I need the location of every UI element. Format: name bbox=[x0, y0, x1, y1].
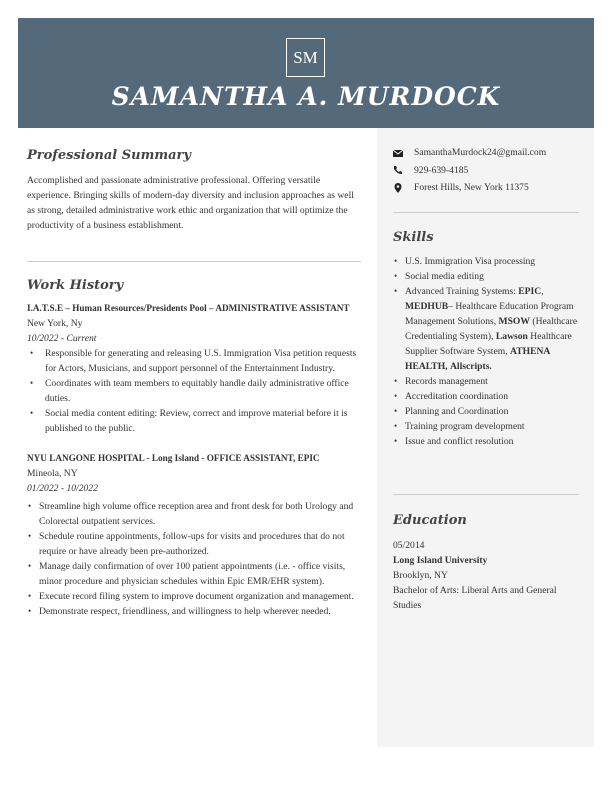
monogram: SM bbox=[286, 38, 325, 77]
skill-text: Advanced Training Systems: bbox=[405, 286, 519, 297]
summary-text: Accomplished and passionate administrative professional. Offering versatile experience. Bringing skills of modern-day diversity and inclusion approaches as well as strong, detailed administrative work ethic and organization that will optimize the productivity of a business establishment. bbox=[27, 175, 354, 231]
job-dates: 01/2022 - 10/2022 bbox=[27, 483, 98, 494]
job-bullet: • Demonstrate respect, friendliness, and willingness to help wherever needed. bbox=[27, 604, 361, 619]
job-title: I.A.T.S.E – Human Resources/Presidents Pool – ADMINISTRATIVE ASSISTANT bbox=[27, 303, 350, 313]
skill-text: , bbox=[541, 286, 544, 297]
job-bullet: • Schedule routine appointments, follow-ups for visits and procedures that do not require or have already been pre-authorized. bbox=[27, 529, 361, 559]
skill-item: • Training program development bbox=[393, 419, 583, 434]
job-entry bbox=[27, 451, 361, 619]
divider bbox=[27, 261, 361, 262]
job-bullet: • Streamline high volume office reception area and front desk for both Urology and Colorectal outpatient services. bbox=[27, 499, 361, 529]
contact-address: Forest Hills, New York 11375 bbox=[414, 182, 529, 194]
skill-item: • Issue and conflict resolution bbox=[393, 434, 583, 449]
education-degree: Bachelor of Arts: Liberal Arts and General Studies bbox=[393, 585, 557, 611]
skill-item: • Planning and Coordination bbox=[393, 404, 583, 419]
envelope-icon bbox=[393, 148, 403, 158]
education-school: Long Island University bbox=[393, 555, 488, 566]
skill-item: • Records management bbox=[393, 374, 583, 389]
skill-text: – Healthcare Education Program Management Solutions, bbox=[405, 301, 574, 327]
job-bullet: • Manage daily confirmation of over 100 patient appointments (i.e. - office visits, minor procedure and physician schedules within Epic EMR/EHR system). bbox=[27, 559, 361, 589]
header-banner bbox=[18, 18, 594, 128]
education-date: 05/2014 bbox=[393, 540, 425, 551]
sidebar-column bbox=[377, 128, 594, 747]
contact-email: SamanthaMurdock24@gmail.com bbox=[414, 147, 547, 159]
contact-info bbox=[393, 144, 546, 197]
skills-section bbox=[393, 230, 583, 449]
education-location: Brooklyn, NY bbox=[393, 570, 448, 581]
contact-phone: 929-639-4185 bbox=[414, 164, 469, 176]
location-pin-icon bbox=[393, 183, 403, 193]
skill-text: Healthcare Supplier Software System, bbox=[405, 331, 572, 357]
skills-heading: Skills bbox=[393, 230, 434, 245]
skill-bold: MSOW bbox=[498, 316, 530, 327]
job-bullet: • Execute record filing system to improve document organization and management. bbox=[27, 589, 361, 604]
job-entry bbox=[27, 301, 361, 436]
job-dates: 10/2022 - Current bbox=[27, 333, 97, 344]
skill-bold: Allscripts. bbox=[449, 361, 492, 372]
job-bullet: • Coordinates with team members to equitably handle daily administrative office duties. bbox=[27, 376, 361, 406]
work-heading: Work History bbox=[27, 278, 124, 293]
job-location: Mineola, NY bbox=[27, 468, 78, 479]
education-section bbox=[393, 513, 583, 613]
summary-heading: Professional Summary bbox=[27, 148, 191, 163]
skill-bold: EPIC bbox=[518, 286, 542, 297]
skill-item: • Social media editing bbox=[393, 269, 583, 284]
candidate-name: SAMANTHA A. MURDOCK bbox=[111, 82, 501, 111]
job-bullet: • Responsible for generating and releasing U.S. Immigration Visa petition requests for Actors, Musicians, and support personnel of the Entertainment Industry. bbox=[27, 346, 361, 376]
skill-bold: ATHENA HEALTH, bbox=[405, 346, 550, 372]
skill-bold: Lawson bbox=[495, 331, 528, 342]
skill-item-advanced bbox=[393, 284, 583, 374]
phone-icon bbox=[393, 165, 403, 175]
divider bbox=[393, 494, 579, 495]
education-heading: Education bbox=[393, 513, 467, 528]
job-bullet: • Social media content editing: Review, correct and improve material before it is published to the public. bbox=[27, 406, 361, 436]
job-location: New York, Ny bbox=[27, 318, 83, 329]
skill-text: (Healthcare Credentialing System), bbox=[405, 316, 578, 342]
skill-item: • U.S. Immigration Visa processing bbox=[393, 254, 583, 269]
divider bbox=[393, 212, 579, 213]
skill-bold: MEDHUB bbox=[405, 301, 449, 312]
skill-item: • Accreditation coordination bbox=[393, 389, 583, 404]
main-column bbox=[27, 148, 361, 619]
job-title: NYU LANGONE HOSPITAL - Long Island - OFFICE ASSISTANT, EPIC bbox=[27, 453, 320, 463]
